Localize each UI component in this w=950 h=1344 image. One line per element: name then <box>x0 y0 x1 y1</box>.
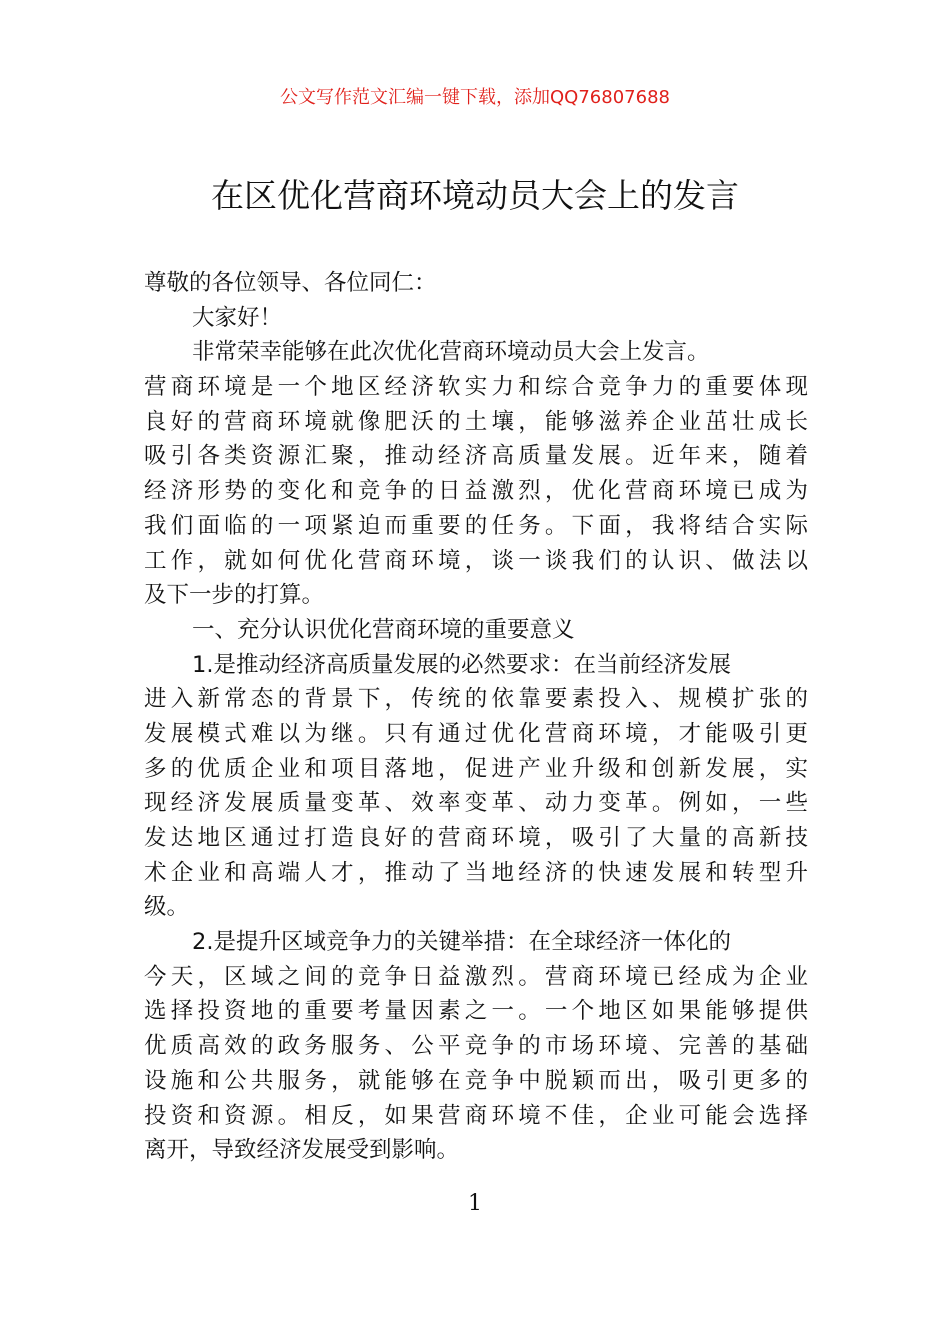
intro-paragraph <box>144 335 808 613</box>
paragraph-line: 发达地区通过打造良好的营商环境，吸引了大量的高新技 <box>144 825 808 851</box>
header-download-note: 公文写作范文汇编一键下载，添加QQ76807688 <box>280 87 670 108</box>
paragraph-line: 良好的营商环境就像肥沃的土壤，能够滋养企业茁壮成长 <box>144 408 808 435</box>
document-title: 在区优化营商环境动员大会上的发言 <box>211 176 739 215</box>
paragraph-line: 术企业和高端人才，推动了当地经济的快速发展和转型升 <box>144 859 808 886</box>
paragraph-line: 进入新常态的背景下，传统的依靠要素投入、规模扩张的 <box>144 686 808 713</box>
page-number: 1 <box>468 1191 482 1216</box>
paragraph-line: 级。 <box>144 894 190 921</box>
paragraph-line: 非常荣幸能够在此次优化营商环境动员大会上发言。 <box>192 339 710 366</box>
paragraph-line: 离开，导致经济发展受到影响。 <box>144 1137 460 1164</box>
salutation: 尊敬的各位领导、各位同仁： <box>144 270 437 296</box>
paragraph-line: 设施和公共服务，就能够在竞争中脱颖而出，吸引更多的 <box>144 1067 808 1094</box>
document-body <box>144 266 808 1168</box>
greeting: 大家好！ <box>192 304 283 331</box>
paragraph-line: 我们面临的一项紧迫而重要的任务。下面，我将结合实际 <box>144 512 808 539</box>
paragraph-line: 工作，就如何优化营商环境，谈一谈我们的认识、做法以 <box>144 547 808 574</box>
paragraph-line: 营商环境是一个地区经济软实力和综合竞争力的重要体现 <box>144 374 808 401</box>
paragraph-line: 2.是提升区域竞争力的关键举措：在全球经济一体化的 <box>192 929 731 956</box>
paragraph-line: 及下一步的打算。 <box>144 582 325 609</box>
point-2-paragraph <box>144 925 808 1168</box>
paragraph-line: 选择投资地的重要考量因素之一。一个地区如果能够提供 <box>144 998 808 1025</box>
paragraph-line: 吸引各类资源汇聚，推动经济高质量发展。近年来，随着 <box>144 443 808 470</box>
paragraph-line: 发展模式难以为继。只有通过优化营商环境，才能吸引更 <box>144 720 808 747</box>
paragraph-line: 今天，区域之间的竞争日益激烈。营商环境已经成为企业 <box>144 963 808 990</box>
point-1-paragraph <box>144 648 808 926</box>
paragraph-line: 投资和资源。相反，如果营商环境不佳，企业可能会选择 <box>144 1102 808 1129</box>
section-heading-1: 一、充分认识优化营商环境的重要意义 <box>192 616 575 643</box>
paragraph-line: 现经济发展质量变革、效率变革、动力变革。例如，一些 <box>144 790 808 817</box>
paragraph-line: 1.是推动经济高质量发展的必然要求：在当前经济发展 <box>192 651 731 678</box>
paragraph-line: 经济形势的变化和竞争的日益激烈，优化营商环境已成为 <box>144 478 808 505</box>
paragraph-line: 多的优质企业和项目落地，促进产业升级和创新发展，实 <box>144 755 808 782</box>
paragraph-line: 优质高效的政务服务、公平竞争的市场环境、完善的基础 <box>144 1033 808 1060</box>
